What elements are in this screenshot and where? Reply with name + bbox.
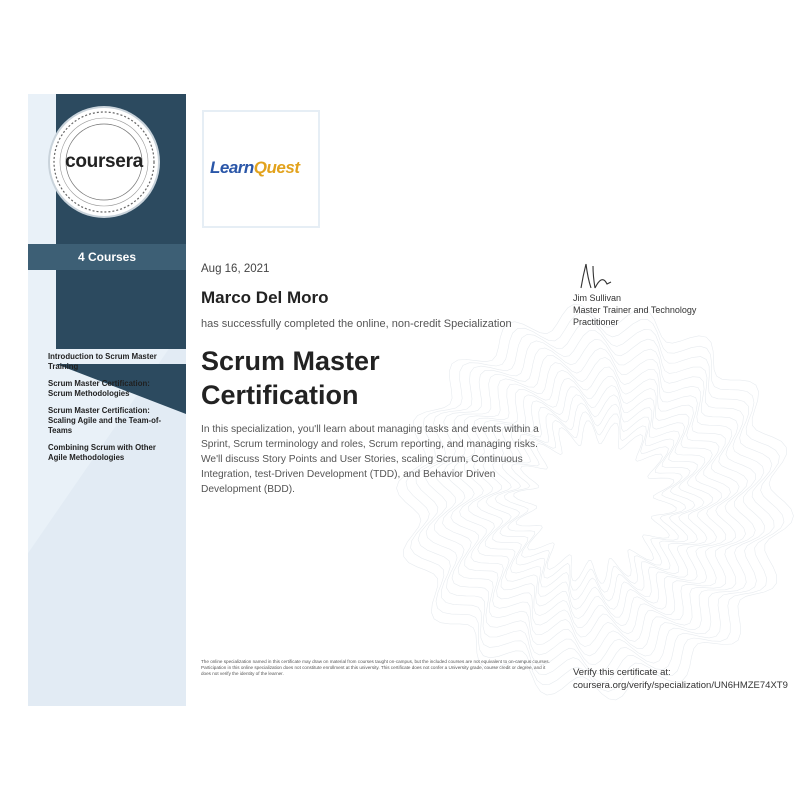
courses-badge: 4 Courses <box>28 244 186 270</box>
fine-print: The online specialization named in this certificate may draw on material from courses taught on-campus, but the included courses are not equivalent to on-campus courses. Participation in this online specialization does not constitute enrollment at this university. This certificate does not confer a University grade, course credit or degree, and it does not verify the identity of the learner. <box>201 659 550 676</box>
specialization-description: In this specialization, you'll learn about managing tasks and events within a Sprint, Scrum terminology and roles, Scrum reporting, and managing risks. We'll discuss Story Points and User Stories, scaling Scrum, Continuous Integration, test-Driven Development (TDD), and Behavior Driven Development (BDD). <box>201 424 539 495</box>
recipient-name: Marco Del Moro <box>201 288 329 307</box>
signature <box>573 262 623 292</box>
issue-date: Aug 16, 2021 <box>201 263 270 275</box>
learnquest-logo: LearnQuest <box>210 158 300 177</box>
signatory-role: Master Trainer and Technology Practitioner <box>573 305 697 327</box>
course-item: Combining Scrum with Other Agile Methodologies <box>48 443 156 462</box>
coursera-seal <box>50 108 158 216</box>
specialization-title: Scrum Master Certification <box>201 346 380 410</box>
course-list <box>48 352 176 470</box>
seal-wordmark: coursera <box>65 151 143 172</box>
signatory-name: Jim Sullivan <box>573 293 622 303</box>
course-item: Scrum Master Certification: Scrum Methodologies <box>48 379 150 398</box>
course-item: Introduction to Scrum Master Training <box>48 352 157 371</box>
signatory <box>573 292 713 328</box>
course-item: Scrum Master Certification: Scaling Agile and the Team-of-Teams <box>48 406 162 435</box>
sidebar <box>28 94 186 706</box>
verify-url[interactable]: coursera.org/verify/specialization/UN6HMZE74XT9 <box>573 680 788 691</box>
verify-label: Verify this certificate at: <box>573 667 671 678</box>
verify-block <box>573 666 788 692</box>
partner-logo <box>202 110 320 228</box>
completion-statement: has successfully completed the online, non-credit Specialization <box>201 318 512 330</box>
